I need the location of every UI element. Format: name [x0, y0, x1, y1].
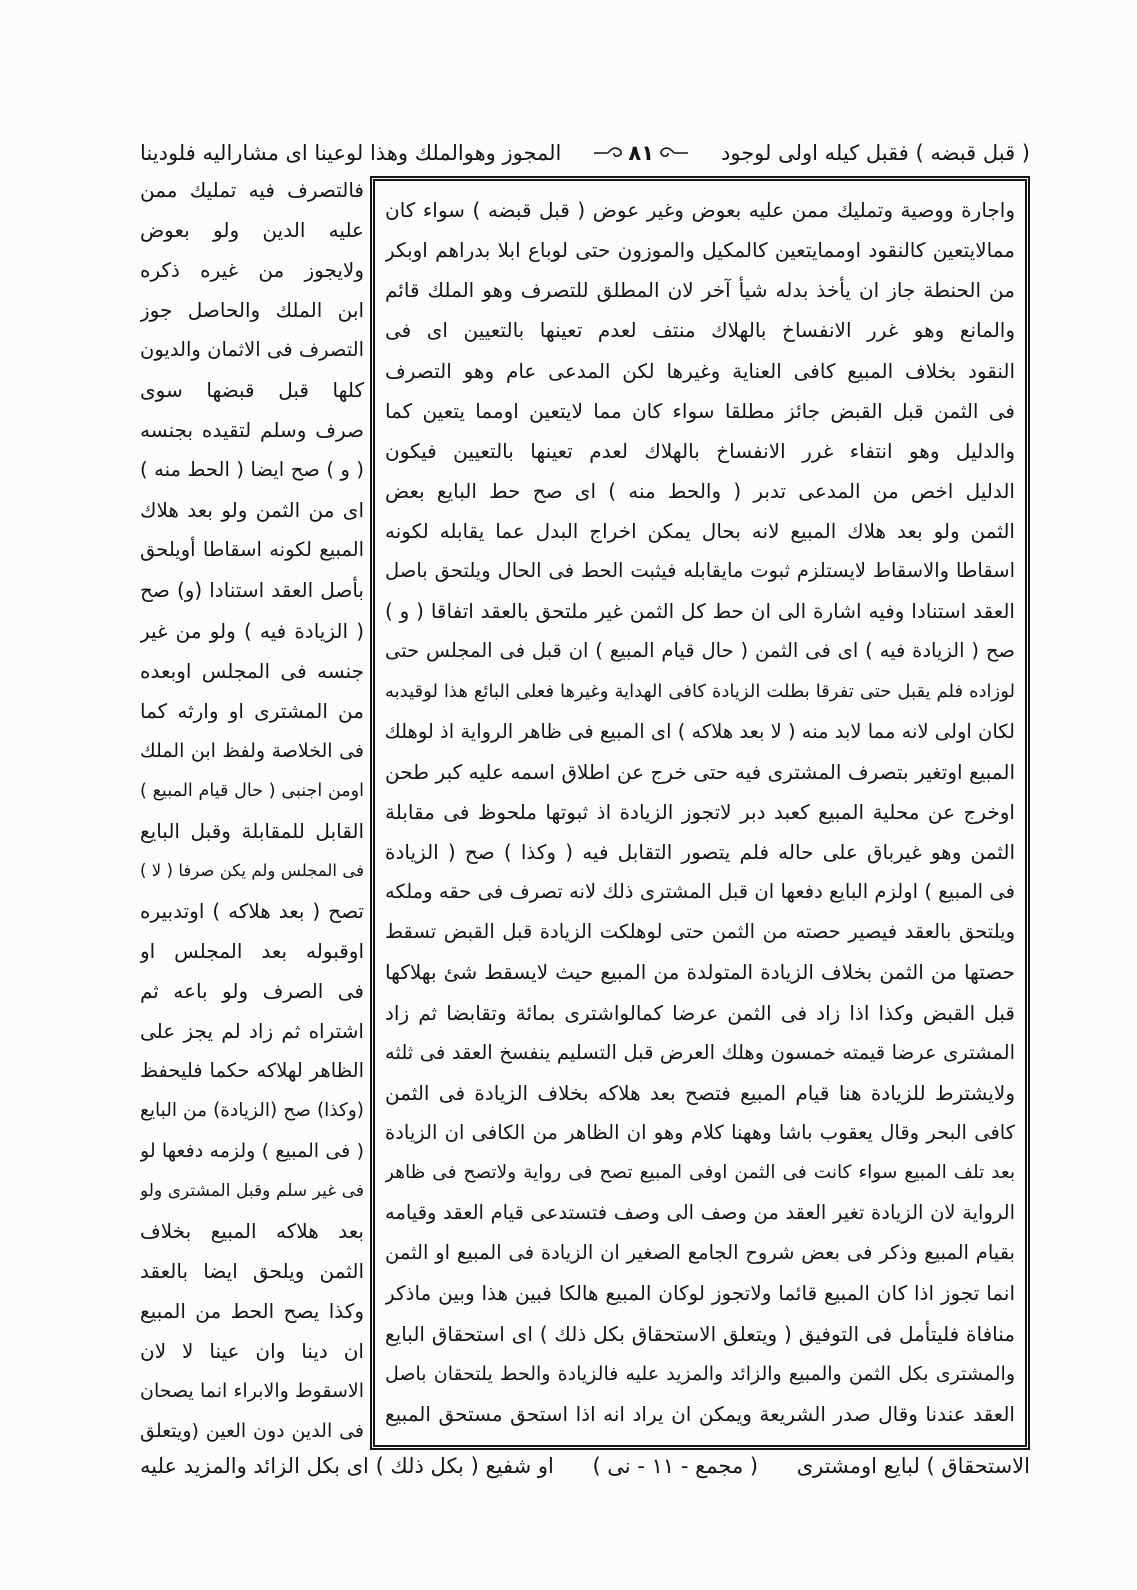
margin-text-line: المبيع لكونه اسقاطا أويلحق: [140, 538, 364, 562]
margin-text-line: فى المجلس ولم يكن صرفا ( لا ): [140, 860, 364, 880]
margin-text-line: ( فى المبيع ) ولزمه دفعها لو: [140, 1140, 364, 1163]
margin-text-line: ( الزيادة فيه ) ولو من غير: [140, 618, 364, 643]
main-text-line: والمشترى بكل الثمن والمبيع والزائد والمزيد عليه فالزيادة والحط يلتحقان باصل: [385, 1362, 1015, 1385]
main-text-line: ولايشترط للزيادة هنا قيام المبيع فتصح بعد هلاكه بخلاف الزيادة فى الثمن: [385, 1080, 1015, 1105]
margin-text-line: كلها قبل قبضها سوى: [140, 378, 364, 403]
margin-text-line: اوقبوله بعد المجلس او: [140, 938, 364, 963]
ornament-icon: [658, 145, 688, 161]
signature-mark: ( مجمع - ١١ - نى ): [592, 1454, 759, 1478]
margin-text-line: القابل للمقابلة وقبل البايع: [140, 818, 364, 843]
footer-text-left: او شفيع ( بكل ذلك ) اى بكل الزائد والمزيد عليه: [140, 1454, 554, 1478]
margin-text-line: (وكذا) صح (الزيادة) من البايع: [140, 1100, 364, 1122]
main-text-line: منافاة فليتأمل فى التوفيق ( ويتعلق الاستحقاق بكل ذلك ) اى استحقاق البايع: [385, 1321, 1015, 1346]
margin-text-line: الظاهر لهلاكه حكما فليحفظ: [140, 1059, 364, 1083]
main-text-line: لكان اولى لانه مما لابد منه ( لا بعد هلاكه ) اى المبيع فى ظاهر الرواية اذ لوهلك: [385, 719, 1015, 743]
main-text-line: لوزاده فلم يقبل حتى تفرقا بطلت الزيادة كافى الهداية وغيرها فعلى البائع هذا لوقيدبه: [385, 680, 1015, 702]
main-text-line: الثمن وهو غيرباق على حاله فلم يتصور التقابل فيه ( وكذا ) صح ( الزيادة: [385, 840, 1015, 864]
margin-text-line: ابن الملك والحاصل جوز: [140, 298, 364, 323]
margin-text-line: التصرف فى الاثمان والديون: [140, 338, 364, 362]
margin-text-line: صرف وسلم لتقيده بجنسه: [140, 418, 364, 443]
margin-text-line: فى الدين دون العين (ويتعلق: [140, 1420, 364, 1443]
running-header: [140, 136, 1030, 170]
margin-text-line: ولايجوز من غيره ذكره: [140, 258, 364, 283]
margin-text-line: تصح ( بعد هلاكه ) اوتدبيره: [140, 898, 364, 923]
main-text-line: الرواية لان الزيادة تغير العقد من وصف الى وصف فتستدعى قيام العقد وقيامه: [385, 1201, 1015, 1225]
footer-text-right: الاستحقاق ) لبايع اومشترى: [796, 1454, 1030, 1478]
margin-text-line: عليه الدين ولو بعوض: [140, 218, 364, 243]
margin-text-line: اشتراه ثم زاد لم يجز على: [140, 1018, 364, 1043]
page-number: [594, 141, 688, 165]
ornament-icon: [594, 145, 624, 161]
margin-text-line: فى الصرف ولو باعه ثم: [140, 978, 364, 1003]
margin-text-line: وكذا يصح الحط من المبيع: [140, 1299, 364, 1324]
margin-text-line: ان دينا وان عينا لا لان: [140, 1339, 364, 1364]
main-text-line: العقد استنادا وفيه اشارة الى ان حط كل الثمن غير ملتحق بالعقد اتفاقا ( و ): [385, 599, 1015, 624]
main-text-line: اسقاطا والاسقاط لايستلزم ثبوت مايقابله فيثبت الحط فى الحال ويلتحق باصل: [385, 559, 1015, 583]
main-text-line: صح ( الزيادة فيه ) اى فى الثمن ( حال قيام المبيع ) ان قبل فى المجلس حتى: [385, 639, 1015, 663]
margin-text-line: فالتصرف فيه تمليك ممن: [140, 178, 364, 202]
main-text-frame: [370, 176, 1030, 1450]
margin-text-line: الاسقوط والابراء انما يصحان: [140, 1380, 364, 1403]
catchword-line: [140, 1449, 1030, 1483]
main-text-line: ممالايتعين كالنقود اوممايتعين كالمكيل والموزون حتى لوباع ابلا بدراهم اوبكر: [385, 238, 1015, 263]
main-text-line: المبيع اوتغير بتصرف المشترى فيه حتى خرج عن اطلاق اسمه عليه كبر طحن: [385, 759, 1015, 784]
header-text-right: ( قبل قبضه ) فقبل كيله اولى لوجود: [721, 141, 1030, 165]
margin-text-line: بعد هلاكه المبيع بخلاف: [140, 1219, 364, 1244]
page-number-value: ٨١: [628, 141, 655, 165]
main-text-line: بقيام المبيع وذكر فى بعض شروح الجامع الصغير ان الزيادة فى المبيع او الثمن: [385, 1241, 1015, 1265]
main-text-line: واجارة ووصية وتمليك ممن عليه بعوض وغير عوض ( قبل قبضه ) سواء كان: [385, 198, 1015, 222]
main-text-line: الثمن ولو بعد هلاك المبيع لانه بحال يمكن اخراج البدل عما يقابله لكونه: [385, 519, 1015, 543]
main-text-line: حصتها من الثمن بخلاف الزيادة المتولدة من المبيع حيث لايسقط شئ بهلاكها: [385, 960, 1015, 985]
margin-commentary: [140, 170, 364, 1452]
main-text-line: من الحنطة جاز ان يأخذ بدله شيأ آخر لان المطلق للتصرف وهو الملك قائم: [385, 278, 1015, 303]
margin-text-line: جنسه فى المجلس اوبعده: [140, 658, 364, 683]
main-text-line: الدليل اخص من المدعى تدبر ( والحط منه ) اى صح حط البايع بعض: [385, 478, 1015, 503]
main-text-line: اوخرج عن محلية المبيع كعبد دبر لاتجوز الزيادة اذ ثبوتها ملحوظ فى مقابلة: [385, 799, 1015, 824]
margin-text-line: اى من الثمن ولو بعد هلاك: [140, 498, 364, 523]
main-text-line: ويلتحق بالعقد فيصير حصته من الثمن حتى لوهلكت الزيادة قبل القبض تسقط: [385, 920, 1015, 944]
main-text-line: انما تجوز اذا كان المبيع قائما ولاتجوز لوكان المبيع هالكا فبين هذا وبين ماذكر: [385, 1281, 1015, 1306]
main-text-line: بعد تلف المبيع سواء كانت فى الثمن اوفى المبيع تصح فى رواية ولاتصح فى ظاهر: [385, 1162, 1015, 1183]
main-text-line: المشترى عرضا قيمته خمسون وهلك العرض قبل التسليم ينفسخ العقد فى ثلثه: [385, 1040, 1015, 1064]
header-text-left: المجوز وهوالملك وهذا لوعينا اى مشاراليه فلودينا: [140, 141, 562, 165]
main-text-line: كافى البحر وقال يعقوب باشا وههنا كلام وهو ان الظاهر من الكافى ان الزيادة: [385, 1120, 1015, 1144]
margin-text-line: من المشترى او وارثه كما: [140, 698, 364, 723]
main-text-line: النقود بخلاف المبيع كافى العناية وغيرها لكن المدعى عام وهو التصرف: [385, 358, 1015, 383]
margin-text-line: اومن اجنبى ( حال قيام المبيع ): [140, 780, 364, 801]
margin-text-line: فى غير سلم وقبل المشترى ولو: [140, 1181, 364, 1202]
margin-text-line: بأصل العقد استنادا (و) صح: [140, 578, 364, 603]
main-text-line: العقد عندنا وقال صدر الشريعة ويمكن ان يراد انه اذا استحق مستحق المبيع: [385, 1401, 1015, 1426]
margin-text-line: فى الخلاصة ولفظ ابن الملك: [140, 739, 364, 762]
main-text-line: قبل القبض وكذا اذا زاد فى الثمن عرضا كمالواشترى بمائة وتقابضا ثم زاد: [385, 1000, 1015, 1025]
main-text-line: والمانع وهو غرر الانفساخ بالهلاك منتف لعدم تعينها بالتعيين اى فى: [385, 318, 1015, 343]
margin-text-line: ( و ) صح ايضا ( الحط منه ): [140, 458, 364, 482]
margin-text-line: الثمن ويلحق ايضا بالعقد: [140, 1259, 364, 1284]
main-text-line: فى المبيع ) اولزم البايع دفعها ان قبل المشترى ذلك لانه تصرف فى حقه وملكه: [385, 880, 1015, 904]
main-text-line: فى الثمن قبل القبض جائز مطلقا سواء كان مما لايتعين اومما يتعين كما: [385, 398, 1015, 423]
main-text-line: والدليل وهو انتفاء غرر الانفساخ بالهلاك لعدم تعينها بالتعيين فيكون: [385, 438, 1015, 463]
